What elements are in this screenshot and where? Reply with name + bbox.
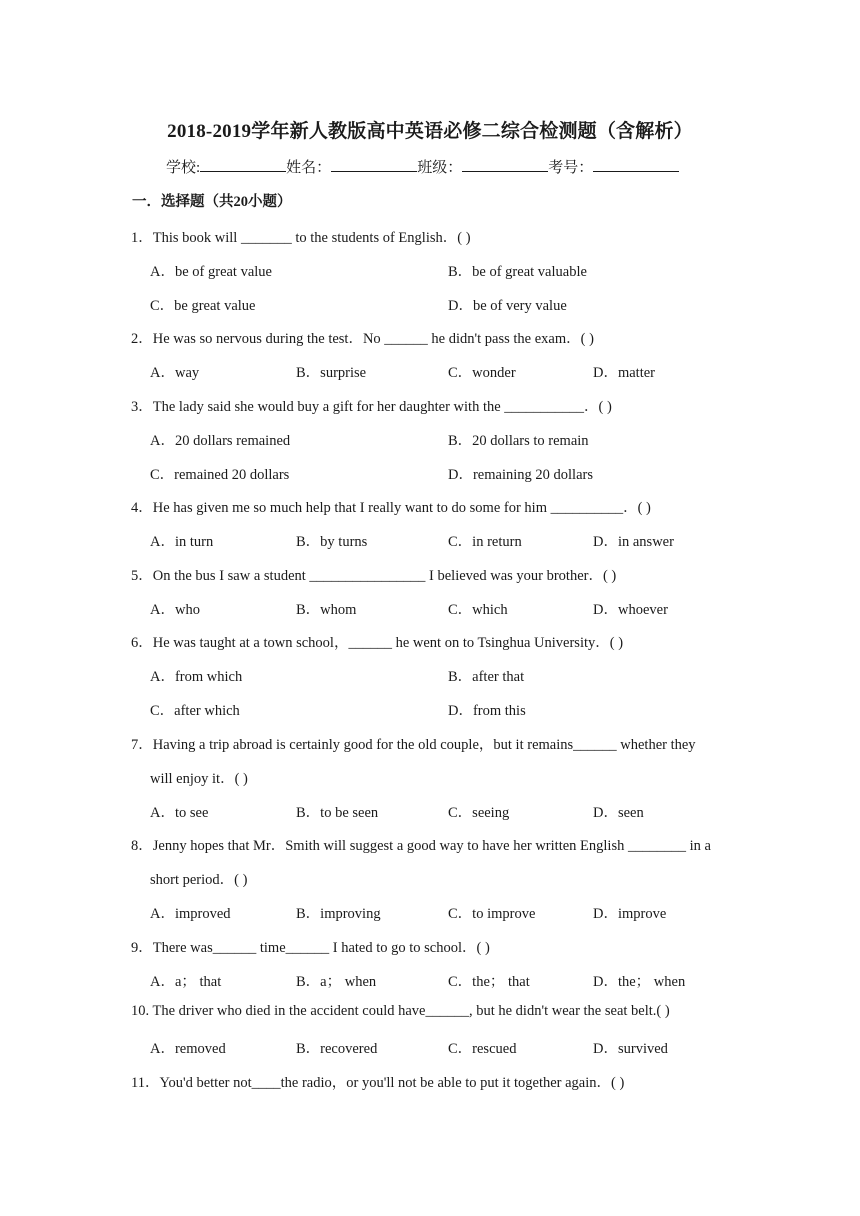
- option-b: B．20 dollars to remain: [448, 433, 589, 449]
- question-stem: 1．This book will _______ to the students of English．( ): [131, 230, 471, 246]
- option-b: B．surprise: [296, 365, 367, 381]
- option-b: B．improving: [296, 906, 381, 922]
- option-d: D．whoever: [593, 602, 668, 618]
- option-d: D．seen: [593, 805, 644, 821]
- option-c: C．which: [448, 602, 508, 618]
- page-title: 2018-2019学年新人教版高中英语必修二综合检测题（含解析）: [167, 121, 693, 142]
- question-stem: 3．The lady said she would buy a gift for her daughter with the ___________．( ): [131, 399, 612, 415]
- option-b: B．to be seen: [296, 805, 379, 821]
- option-d: D．survived: [593, 1041, 668, 1057]
- question-stem: 2．He was so nervous during the test．No ______ he didn't pass the exam．( ): [131, 331, 594, 347]
- question-stem: 4．He has given me so much help that I really want to do some for him __________．( ): [131, 500, 651, 516]
- option-b: B．whom: [296, 602, 357, 618]
- option-c: C．to improve: [448, 906, 536, 922]
- option-b: B．be of great valuable: [448, 264, 587, 280]
- question-stem: 8．Jenny hopes that Mr．Smith will suggest a good way to have her written English ________ in a: [131, 838, 711, 854]
- option-a: A．20 dollars remained: [150, 433, 291, 449]
- question-stem: 5．On the bus I saw a student ________________ I believed was your brother．( ): [131, 568, 617, 584]
- option-d: D．the； when: [593, 974, 686, 990]
- number-label: 考号：: [548, 160, 594, 176]
- name-label: 姓名：: [286, 160, 332, 176]
- question-stem: 6．He was taught at a town school，______ he went on to Tsinghua University．( ): [131, 635, 624, 651]
- option-d: D．matter: [593, 365, 656, 381]
- option-b: B．a； when: [296, 974, 377, 990]
- option-c: C．seeing: [448, 805, 510, 821]
- option-d: D．from this: [448, 703, 526, 719]
- option-a: A．to see: [150, 805, 209, 821]
- option-d: D．remaining 20 dollars: [448, 467, 593, 483]
- option-c: C．in return: [448, 534, 522, 550]
- question-stem-continuation: short period．( ): [150, 872, 248, 888]
- option-a: A．be of great value: [150, 264, 272, 280]
- option-c: C．remained 20 dollars: [150, 467, 290, 483]
- school-blank: [200, 157, 286, 172]
- option-d: D．in answer: [593, 534, 674, 550]
- option-a: A．way: [150, 365, 200, 381]
- number-blank: [593, 157, 679, 172]
- option-d: D．improve: [593, 906, 667, 922]
- option-c: C．wonder: [448, 365, 516, 381]
- class-blank: [462, 157, 548, 172]
- option-c: C．be great value: [150, 298, 256, 314]
- option-b: B．recovered: [296, 1041, 378, 1057]
- option-a: A．a； that: [150, 974, 222, 990]
- option-a: A．from which: [150, 669, 243, 685]
- option-a: A．who: [150, 602, 200, 618]
- question-stem: 11．You'd better not____the radio，or you'll not be able to put it together again．( ): [131, 1075, 625, 1091]
- option-c: C．rescued: [448, 1041, 517, 1057]
- student-info-line: [166, 156, 679, 177]
- question-stem: 10. The driver who died in the accident could have______, but he didn't wear the seat belt.( ): [131, 1003, 670, 1019]
- option-a: A．in turn: [150, 534, 214, 550]
- option-c: C．the； that: [448, 974, 530, 990]
- school-label: 学校:: [166, 160, 201, 176]
- class-label: 班级：: [417, 160, 463, 176]
- option-a: A．improved: [150, 906, 231, 922]
- option-b: B．by turns: [296, 534, 368, 550]
- question-stem: 7．Having a trip abroad is certainly good for the old couple，but it remains______ whether they: [131, 737, 696, 753]
- option-b: B．after that: [448, 669, 525, 685]
- name-blank: [331, 157, 417, 172]
- question-stem-continuation: will enjoy it．( ): [150, 771, 248, 787]
- option-c: C．after which: [150, 703, 240, 719]
- option-a: A．removed: [150, 1041, 226, 1057]
- section-title: 一．选择题（共20小题）: [132, 194, 292, 210]
- question-stem: 9．There was______ time______ I hated to go to school．( ): [131, 940, 490, 956]
- option-d: D．be of very value: [448, 298, 567, 314]
